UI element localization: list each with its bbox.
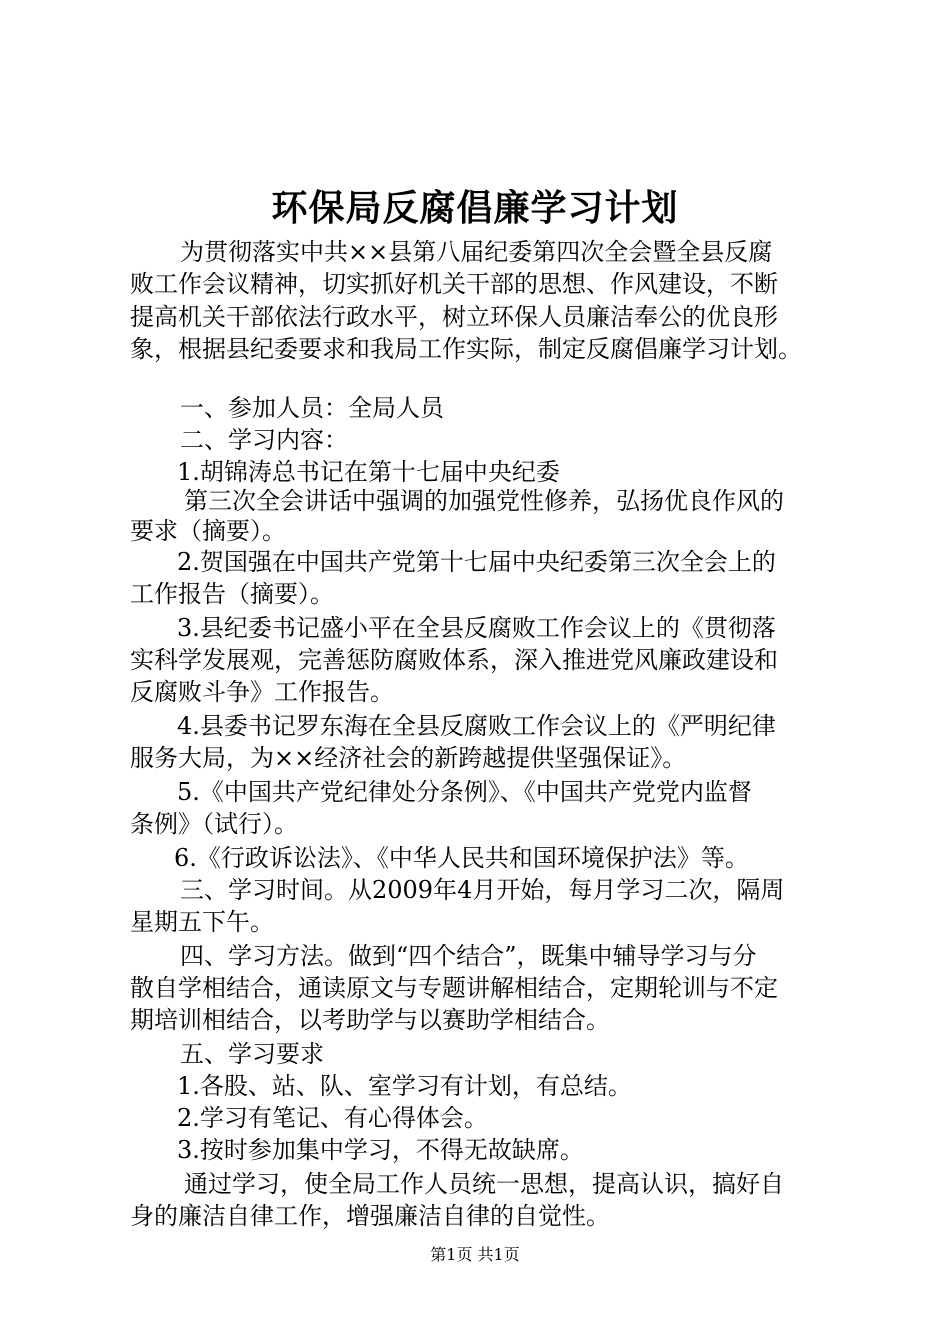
body-line: 象，根据县纪委要求和我局工作实际，制定反腐倡廉学习计划。 xyxy=(130,335,802,363)
section-heading: 一、参加人员：全局人员 xyxy=(180,394,444,422)
body-line: 为贯彻落实中共××县第八届纪委第四次全会暨全县反腐 xyxy=(180,238,773,266)
list-item: 4.县委书记罗东海在全县反腐败工作会议上的《严明纪律 xyxy=(177,712,776,740)
list-item: 5.《中国共产党纪律处分条例》、《中国共产党党内监督 xyxy=(177,778,752,806)
list-item: 1.胡锦涛总书记在第十七届中央纪委 xyxy=(177,458,560,486)
body-line: 通过学习，使全局工作人员统一思想，提高认识，搞好自 xyxy=(184,1170,784,1198)
section-heading: 二、学习内容： xyxy=(180,426,348,454)
document-title: 环保局反腐倡廉学习计划 xyxy=(271,187,679,229)
body-line: 条例》（试行）。 xyxy=(130,810,298,838)
list-item: 2.学习有笔记、有心得体会。 xyxy=(177,1104,488,1132)
page-footer: 第1页 共1页 xyxy=(430,1245,520,1264)
section-heading: 五、学习要求 xyxy=(180,1040,324,1068)
body-line: 工作报告（摘要）。 xyxy=(130,580,334,608)
body-line: 要求（摘要）。 xyxy=(130,517,286,545)
list-item: 3.县纪委书记盛小平在全县反腐败工作会议上的《贯彻落 xyxy=(177,614,776,642)
section-heading: 三、学习时间。从2009年4月开始，每月学习二次，隔周 xyxy=(180,876,785,904)
body-line: 反腐败斗争》工作报告。 xyxy=(130,678,394,706)
body-line: 服务大局，为××经济社会的新跨越提供坚强保证》。 xyxy=(130,744,687,772)
body-line: 散自学相结合，通读原文与专题讲解相结合，定期轮训与不定 xyxy=(130,974,778,1002)
body-line: 败工作会议精神，切实抓好机关干部的思想、作风建设，不断 xyxy=(130,270,778,298)
list-item: 1.各股、站、队、室学习有计划，有总结。 xyxy=(177,1072,632,1100)
body-line: 期培训相结合，以考助学与以赛助学相结合。 xyxy=(130,1006,610,1034)
list-item: 3.按时参加集中学习，不得无故缺席。 xyxy=(177,1136,584,1164)
body-line: 身的廉洁自律工作，增强廉洁自律的自觉性。 xyxy=(130,1202,610,1230)
body-line: 提高机关干部依法行政水平，树立环保人员廉洁奉公的优良形 xyxy=(130,303,778,331)
list-item: 2.贺国强在中国共产党第十七届中央纪委第三次全会上的 xyxy=(177,548,776,576)
list-item: 6.《行政诉讼法》、《中华人民共和国环境保护法》等。 xyxy=(174,844,749,872)
body-line: 星期五下午。 xyxy=(130,908,274,936)
body-line: 实科学发展观，完善惩防腐败体系，深入推进党风廉政建设和 xyxy=(130,646,778,674)
section-heading: 四、学习方法。做到“四个结合”，既集中辅导学习与分 xyxy=(180,942,757,970)
body-line: 第三次全会讲话中强调的加强党性修养，弘扬优良作风的 xyxy=(184,487,784,515)
